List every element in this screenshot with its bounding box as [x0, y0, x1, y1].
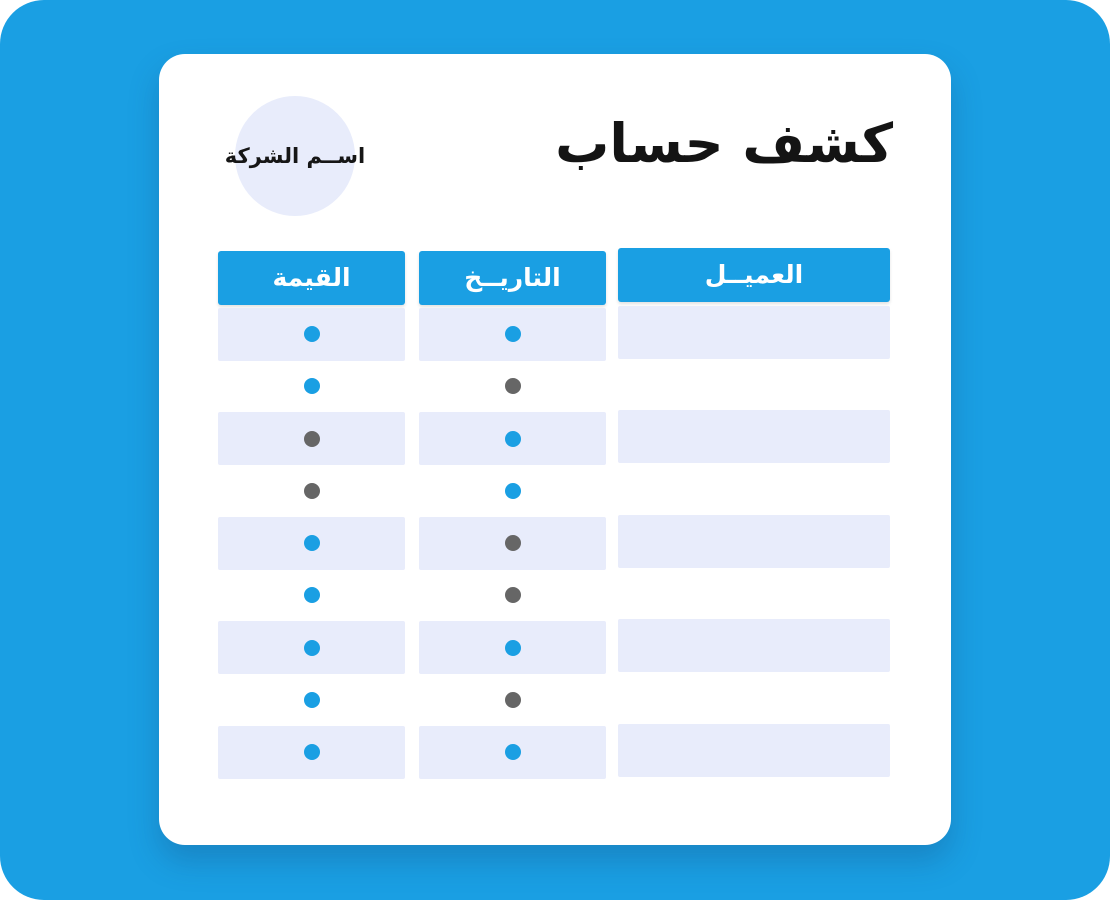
page-title: كشف حساب	[555, 112, 893, 175]
row-band-client	[618, 410, 890, 463]
row-band-client	[618, 515, 890, 568]
row-band-client	[618, 724, 890, 777]
column-header-value: القيمة	[218, 251, 405, 305]
statement-card	[159, 54, 951, 845]
date-cell-dot	[505, 378, 521, 394]
date-cell-dot	[505, 326, 521, 342]
date-cell-dot	[505, 692, 521, 708]
date-cell-dot	[505, 431, 521, 447]
value-cell-dot	[304, 640, 320, 656]
value-cell-dot	[304, 587, 320, 603]
value-cell-dot	[304, 431, 320, 447]
date-cell-dot	[505, 744, 521, 760]
company-name: اســم الشركة	[224, 144, 366, 168]
value-cell-dot	[304, 535, 320, 551]
value-cell-dot	[304, 692, 320, 708]
date-cell-dot	[505, 587, 521, 603]
column-header-date: التاريــخ	[419, 251, 606, 305]
row-band-client	[618, 619, 890, 672]
value-cell-dot	[304, 326, 320, 342]
date-cell-dot	[505, 483, 521, 499]
value-cell-dot	[304, 483, 320, 499]
row-band-client	[618, 306, 890, 359]
date-cell-dot	[505, 535, 521, 551]
value-cell-dot	[304, 378, 320, 394]
date-cell-dot	[505, 640, 521, 656]
column-header-client: العميــل	[618, 248, 890, 302]
value-cell-dot	[304, 744, 320, 760]
